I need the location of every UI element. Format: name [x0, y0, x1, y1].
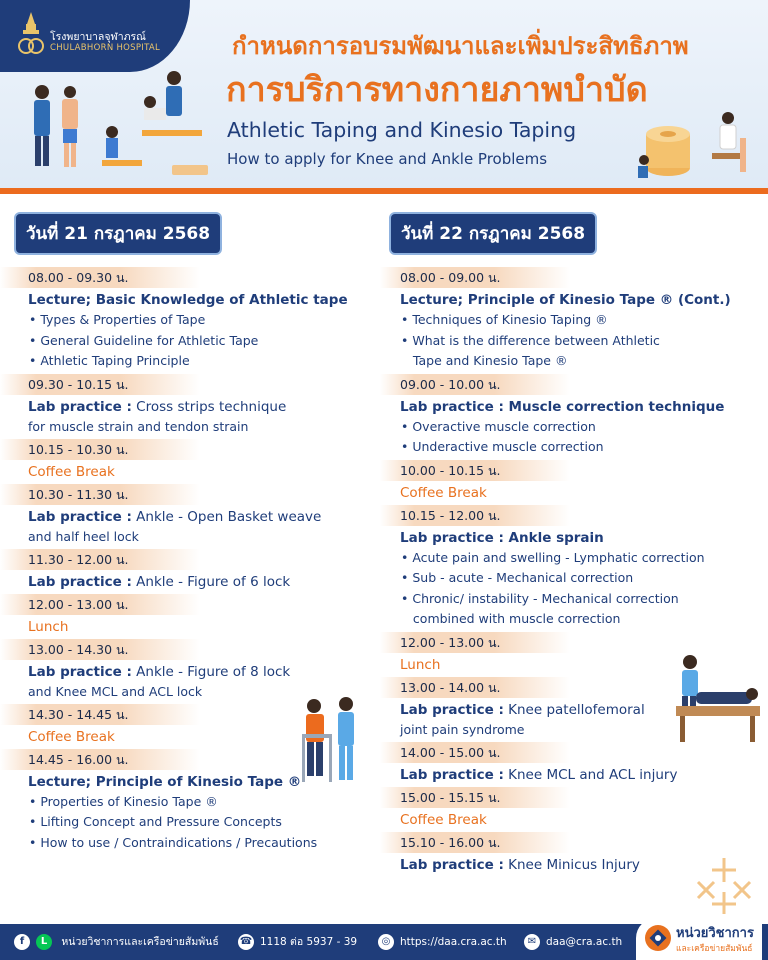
session-title-detail: Knee MCL and ACL injury [503, 766, 678, 783]
title-english-line1: Athletic Taping and Kinesio Taping [227, 118, 577, 142]
session-title [0, 572, 380, 592]
session-title-bold: Lab practice : [400, 701, 504, 718]
day2-badge: วันที่ 22 กรฎาคม 2568 [389, 212, 597, 255]
header-banner [0, 0, 768, 190]
title-english-line2: How to apply for Knee and Ankle Problems [227, 150, 548, 168]
time-slot: 08.00 - 09.30 น. [0, 267, 200, 288]
session-title-bold: Lecture; Principle of Kinesio Tape ® (Cont.) [400, 292, 731, 308]
day2-schedule [380, 267, 768, 875]
session-title [0, 662, 380, 682]
day1-badge: วันที่ 21 กรฎาคม 2568 [14, 212, 222, 255]
session-title-continued: and half heel lock [28, 528, 139, 544]
time-slot: 09.30 - 10.15 น. [0, 374, 200, 395]
session-bullet: Tape and Kinesio Tape ® [401, 353, 568, 368]
schedule-item [380, 505, 768, 630]
session-title-continued: for muscle strain and tendon strain [28, 418, 249, 434]
decorative-pattern-icon [684, 852, 764, 918]
schedule-item [380, 787, 768, 830]
footer-org: หน่วยวิชาการและเครือข่ายสัมพันธ์ [61, 936, 219, 948]
session-bullet: • Chronic/ instability - Mechanical correction [401, 590, 679, 606]
title-thai-line1: กำหนดการอบรมพัฒนาและเพิ่มประสิทธิภาพ [232, 32, 689, 60]
session-bullet: • Acute pain and swelling - Lymphatic correction [401, 549, 705, 565]
session-title-bold: Lab practice : [28, 398, 132, 415]
time-slot: 08.00 - 09.00 น. [380, 267, 570, 288]
time-slot: 14.45 - 16.00 น. [0, 749, 200, 770]
footer-phone [238, 924, 357, 960]
session-title-bold: Lab practice : [28, 663, 132, 680]
session-title [380, 397, 768, 417]
session-title-detail: Ankle - Figure of 6 lock [131, 573, 291, 590]
time-slot: 15.00 - 15.15 น. [380, 787, 570, 808]
schedule-item [0, 484, 380, 547]
session-title-bold: Lab practice : Ankle sprain [400, 529, 604, 546]
session-title-bold: Lecture; Basic Knowledge of Athletic tape [28, 292, 348, 308]
session-title [380, 765, 768, 785]
break-label: Lunch [28, 618, 69, 635]
time-slot: 14.00 - 15.00 น. [380, 742, 570, 763]
session-title [0, 507, 380, 527]
globe-icon: ◎ [378, 934, 394, 950]
session-title-continued: joint pain syndrome [400, 721, 525, 737]
footer-phone-text[interactable]: 1118 ต่อ 5937 - 39 [260, 936, 358, 948]
session-title-bold: Lab practice : Muscle correction technique [400, 398, 725, 415]
session-title-bold: Lab practice : [400, 856, 504, 873]
schedule-item [380, 267, 768, 372]
footer-email [524, 924, 622, 960]
session-bullet: • Types & Properties of Tape [29, 312, 206, 327]
day2-column [380, 212, 768, 875]
footer-web-link[interactable]: https://daa.cra.ac.th [400, 936, 507, 948]
schedule-item [0, 639, 380, 702]
schedule-item [380, 374, 768, 458]
session-title-detail: Knee Minicus Injury [503, 856, 640, 873]
session-title [380, 528, 768, 548]
session-bullet: • How to use / Contraindications / Precautions [29, 834, 318, 850]
session-bullet: combined with muscle correction [401, 611, 621, 626]
hospital-emblem-icon [16, 10, 46, 58]
time-slot: 13.00 - 14.30 น. [0, 639, 200, 660]
session-bullet: • Sub - acute - Mechanical correction [401, 570, 634, 585]
session-title-detail: Knee patellofemoral [503, 701, 645, 718]
massage-bed-illustration [668, 652, 762, 744]
break-label: Coffee Break [400, 484, 487, 501]
tape-rolls-illustration [628, 108, 764, 184]
hospital-name-en: CHULABHORN HOSPITAL [50, 43, 161, 53]
session-title-detail: Ankle - Open Basket weave [131, 508, 322, 525]
time-slot: 10.15 - 10.30 น. [0, 439, 200, 460]
break-label: Coffee Break [28, 728, 115, 745]
session-bullet: • Underactive muscle correction [401, 439, 604, 454]
session-bullet: • General Guideline for Athletic Tape [29, 332, 259, 348]
session-title [0, 290, 380, 310]
hospital-name-th: โรงพยาบาลจุฬาภรณ์ [50, 31, 146, 43]
physiotherapy-illustration [12, 70, 212, 185]
walker-rehab-illustration [296, 694, 368, 790]
session-bullet: • What is the difference between Athletic [401, 332, 660, 348]
schedule-item [0, 549, 380, 592]
unit-badge-subtitle: และเครือข่ายสัมพันธ์ [676, 944, 753, 954]
break-label: Coffee Break [28, 463, 115, 480]
footer-email-link[interactable]: daa@cra.ac.th [546, 936, 623, 948]
phone-icon: ☎ [238, 934, 254, 950]
session-bullet: • Athletic Taping Principle [29, 353, 190, 368]
session-title-continued: and Knee MCL and ACL lock [28, 683, 203, 699]
time-slot: 14.30 - 14.45 น. [0, 704, 200, 725]
session-bullet: • Techniques of Kinesio Taping ® [401, 312, 608, 327]
schedule-item [0, 267, 380, 372]
footer-web [378, 924, 507, 960]
unit-badge-title: หน่วยวิชาการ [676, 926, 754, 941]
session-title [380, 290, 768, 310]
time-slot: 15.10 - 16.00 น. [380, 832, 570, 853]
schedule-item [0, 594, 380, 637]
time-slot: 12.00 - 13.00 น. [380, 632, 570, 653]
email-icon: ✉ [524, 934, 540, 950]
session-bullet: • Lifting Concept and Pressure Concepts [29, 814, 282, 829]
time-slot: 10.00 - 10.15 น. [380, 460, 570, 481]
session-bullet: • Overactive muscle correction [401, 418, 596, 434]
unit-badge [636, 918, 762, 960]
session-title-bold: Lecture; Principle of Kinesio Tape ® [28, 773, 302, 790]
time-slot: 11.30 - 12.00 น. [0, 549, 200, 570]
title-thai-line2: การบริการทางกายภาพบำบัด [226, 70, 648, 110]
footer-social [14, 924, 219, 960]
session-title-bold: Lab practice : [400, 766, 504, 783]
time-slot: 13.00 - 14.00 น. [380, 677, 570, 698]
unit-logo-icon [644, 924, 672, 952]
line-icon[interactable]: L [36, 934, 52, 950]
break-label: Lunch [400, 656, 441, 673]
session-title-bold: Lab practice : [28, 573, 132, 590]
break-label: Coffee Break [400, 811, 487, 828]
time-slot: 10.30 - 11.30 น. [0, 484, 200, 505]
session-title-bold: Lab practice : [28, 508, 132, 525]
session-title [0, 397, 380, 417]
session-bullet: • Properties of Kinesio Tape ® [29, 793, 218, 809]
time-slot: 09.00 - 10.00 น. [380, 374, 570, 395]
time-slot: 12.00 - 13.00 น. [0, 594, 200, 615]
time-slot: 10.15 - 12.00 น. [380, 505, 570, 526]
schedule-item [380, 742, 768, 785]
session-title-detail: Ankle - Figure of 8 lock [131, 663, 291, 680]
schedule-item [0, 439, 380, 482]
header-divider [0, 188, 768, 194]
facebook-icon[interactable]: f [14, 934, 30, 950]
session-title-detail: Cross strips technique [131, 398, 287, 415]
schedule-item [380, 460, 768, 503]
schedule-item [0, 374, 380, 437]
hospital-logo [0, 0, 190, 72]
